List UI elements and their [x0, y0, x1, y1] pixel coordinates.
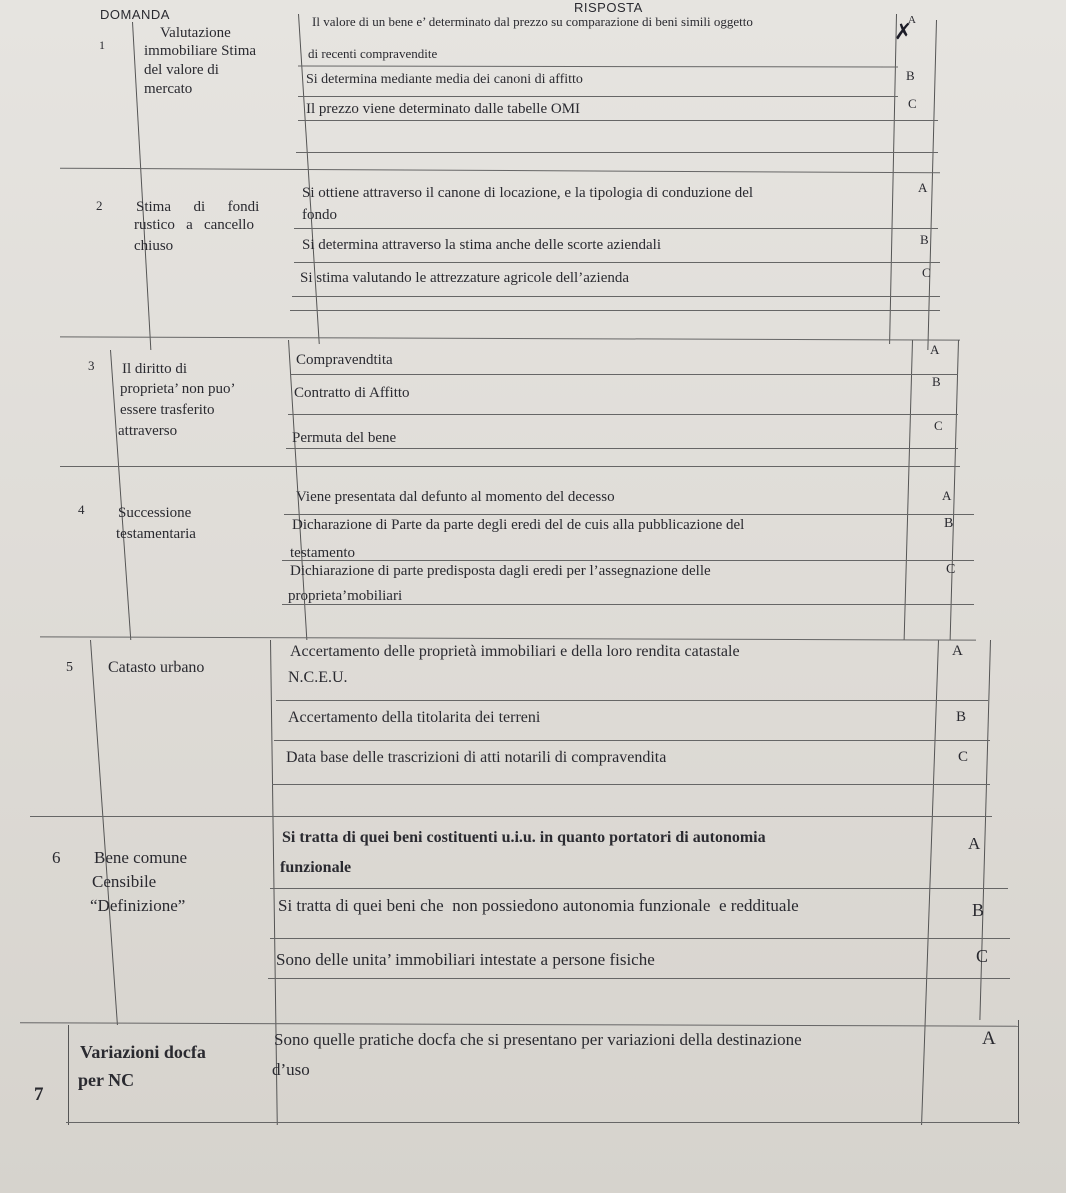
question-4-text: testamentaria	[116, 526, 196, 542]
row-line	[290, 374, 958, 375]
row-line	[276, 700, 988, 701]
row-line	[40, 636, 976, 640]
answer-3a-text: Compravendtita	[296, 352, 393, 368]
row-line	[298, 65, 898, 67]
answer-6b-letter: B	[972, 900, 985, 920]
question-1-text: del valore di	[144, 62, 219, 78]
question-3-text: Il diritto di	[122, 361, 187, 377]
question-4-text: Successione	[118, 505, 192, 521]
row-line	[20, 1022, 1018, 1026]
answer-5b-text: Accertamento della titolarita dei terreni	[288, 709, 541, 726]
answer-1a-letter: A	[908, 14, 916, 26]
answer-6a-text: funzionale	[280, 859, 352, 876]
answer-4c-letter: C	[946, 562, 956, 577]
question-2-text: chiuso	[134, 238, 174, 254]
answer-4b-text: testamento	[290, 545, 355, 561]
question-7-number: 7	[34, 1084, 44, 1105]
row-line	[298, 96, 898, 97]
header-risposta: RISPOSTA	[574, 0, 643, 15]
row-line	[298, 120, 938, 121]
row-line	[286, 448, 958, 449]
row-line	[60, 168, 940, 174]
answer-4b-text: Dicharazione di Parte da parte degli eredi del de cuis alla pubblicazione del	[292, 517, 745, 533]
answer-5c-text: Data base delle trascrizioni di atti notarili di compravendita	[286, 749, 667, 766]
col-divider-letter-mid	[904, 340, 913, 640]
col-divider-question	[298, 14, 320, 344]
row-line	[30, 816, 992, 817]
question-5-text: Catasto urbano	[108, 659, 205, 676]
answer-1b-letter: B	[906, 68, 915, 83]
row-line	[284, 514, 974, 515]
question-5-number: 5	[66, 660, 73, 675]
answer-2a-text: fondo	[302, 207, 337, 223]
answer-2b-text: Si determina attraverso la stima anche delle scorte aziendali	[302, 237, 662, 253]
row-line	[290, 310, 940, 311]
answer-2c-text: Si stima valutando le attrezzature agricole dell’azienda	[300, 270, 630, 286]
answer-3c-text: Permuta del bene	[292, 430, 397, 446]
col-divider-num-q7	[68, 1025, 69, 1125]
row-line	[294, 228, 938, 229]
answer-5a-text: N.C.E.U.	[288, 669, 348, 686]
question-6-number: 6	[52, 848, 61, 867]
answer-5c-letter: C	[958, 749, 969, 765]
col-divider-letter	[889, 14, 897, 344]
row-line	[270, 938, 1010, 939]
answer-1c-letter: C	[908, 96, 917, 111]
question-6-text: “Definizione”	[90, 896, 186, 915]
answer-7a-text: d’uso	[272, 1060, 310, 1079]
row-line	[282, 560, 974, 561]
answer-2c-letter: C	[922, 265, 931, 280]
row-line	[270, 888, 1008, 889]
answer-2a-letter: A	[918, 180, 928, 195]
answer-2b-letter: B	[920, 232, 929, 247]
col-divider-num-bottom	[90, 640, 118, 1025]
answer-4a-text: Viene presentata dal defunto al momento del decesso	[296, 489, 615, 505]
col-divider-letter-low	[921, 640, 939, 1125]
row-line	[272, 784, 990, 785]
row-line	[294, 262, 940, 263]
answer-4c-text: Dichiarazione di parte predisposta dagli eredi per l’assegnazione delle	[290, 563, 711, 579]
question-2-text: rustico a cancello	[134, 217, 254, 233]
row-line	[292, 296, 940, 297]
question-3-text: essere trasferito	[120, 402, 215, 418]
answer-3c-letter: C	[934, 418, 943, 433]
question-3-text: proprieta’ non puo’	[120, 381, 236, 397]
question-3-number: 3	[88, 358, 95, 373]
answer-5b-letter: B	[956, 709, 967, 725]
row-line	[268, 978, 1010, 979]
question-2-number: 2	[96, 198, 103, 213]
header-domanda: DOMANDA	[100, 7, 170, 22]
question-7-text: Variazioni docfa	[80, 1042, 206, 1062]
row-line	[60, 336, 960, 340]
question-1-number: 1	[99, 38, 105, 52]
row-line	[296, 152, 938, 153]
question-1-text: Valutazione	[160, 25, 231, 41]
answer-1c-text: Il prezzo viene determinato dalle tabelle OMI	[306, 101, 581, 117]
answer-7a-letter: A	[982, 1028, 996, 1049]
answer-3b-text: Contratto di Affitto	[294, 385, 410, 401]
answer-1a-text: Il valore di un bene e’ determinato dal prezzo su comparazione di beni simili oggetto	[312, 14, 753, 29]
answer-4c-text: proprieta’mobiliari	[288, 588, 403, 604]
answer-6a-letter: A	[968, 834, 981, 853]
question-2-text: Stima di fondi	[136, 199, 260, 215]
row-line	[60, 466, 960, 467]
question-3-text: attraverso	[118, 423, 178, 439]
answer-4a-letter: A	[942, 488, 952, 503]
answer-6c-letter: C	[976, 946, 989, 966]
row-line	[274, 740, 990, 741]
answer-5a-letter: A	[952, 643, 963, 659]
answer-6c-text: Sono delle unita’ immobiliari intestate a persone fisiche	[276, 950, 655, 969]
col-edge-right-q7	[1018, 1020, 1019, 1124]
answer-6a-text: Si tratta di quei beni costituenti u.i.u. in quanto portatori di autonomia	[282, 829, 766, 846]
checked-cross-icon: ✗	[894, 20, 913, 45]
question-4-number: 4	[78, 502, 85, 517]
question-1-text: immobiliare Stima	[144, 43, 257, 59]
col-divider-question-low	[270, 640, 278, 1125]
question-7-text: per NC	[78, 1070, 135, 1090]
question-1-text: mercato	[144, 81, 193, 97]
table-bottom	[66, 1122, 1020, 1123]
question-6-text: Censibile	[92, 872, 157, 891]
question-6-text: Bene comune	[94, 848, 187, 867]
answer-4b-letter: B	[944, 516, 954, 531]
col-edge-right	[927, 20, 937, 350]
row-line	[288, 414, 958, 415]
answer-3a-letter: A	[930, 342, 940, 357]
answer-1a-text: di recenti compravendite	[308, 46, 438, 61]
answer-2a-text: Si ottiene attraverso il canone di locazione, e la tipologia di conduzione del	[302, 185, 754, 201]
answer-7a-text: Sono quelle pratiche docfa che si presentano per variazioni della destinazione	[274, 1030, 802, 1049]
answer-3b-letter: B	[932, 374, 941, 389]
answer-1b-text: Si determina mediante media dei canoni di affitto	[306, 72, 583, 87]
answer-6b-text: Si tratta di quei beni che non possiedono autonomia funzionale e reddituale	[278, 896, 799, 915]
answer-5a-text: Accertamento delle proprietà immobiliari e della loro rendita catastale	[290, 643, 740, 660]
